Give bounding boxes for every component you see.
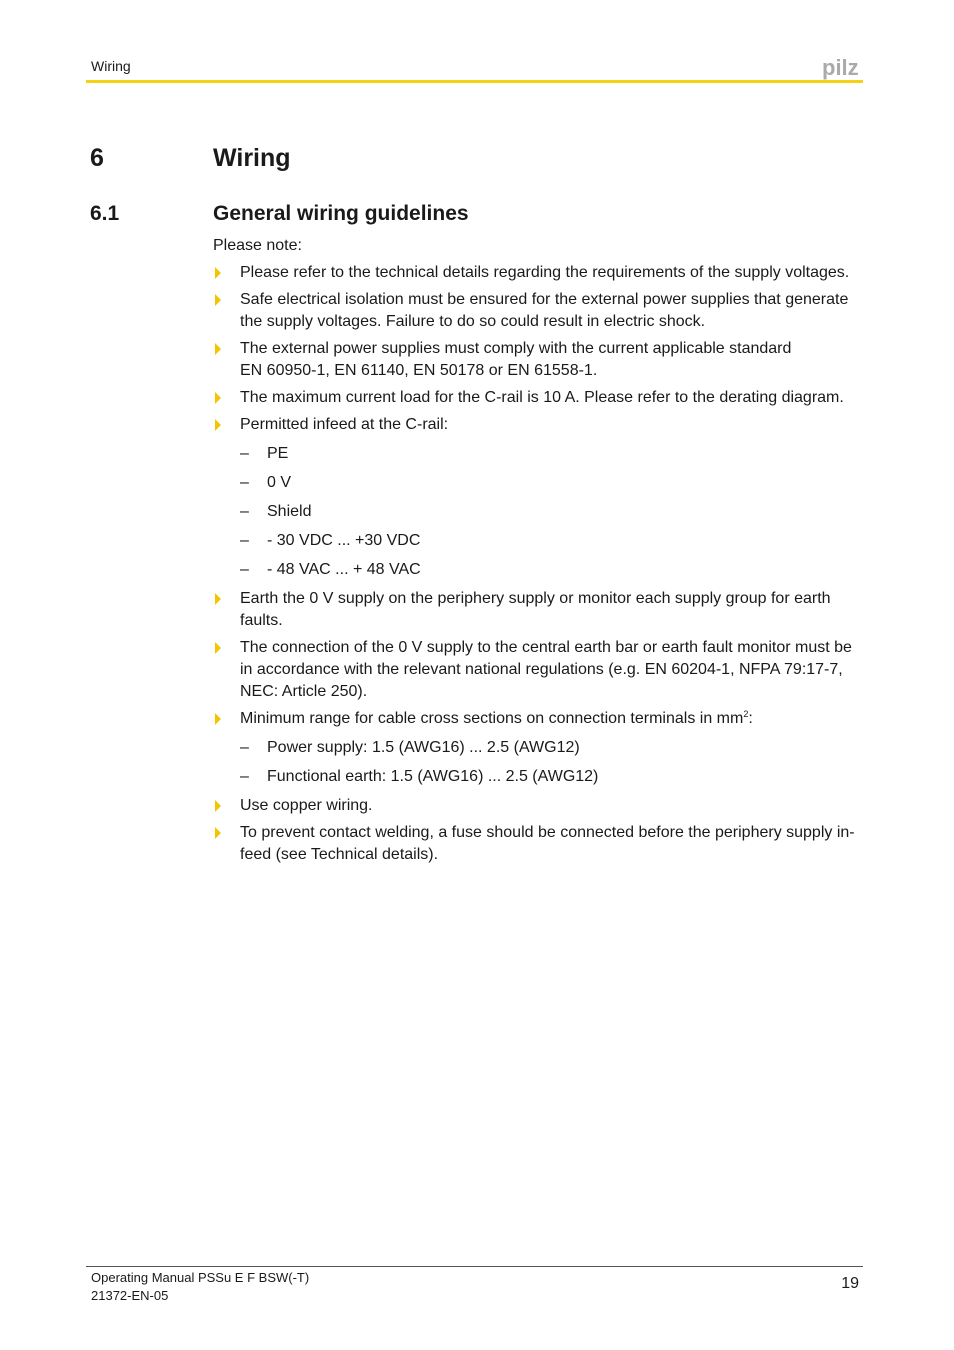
chapter-title: Wiring	[213, 144, 291, 172]
sublist-item: – - 48 VAC ... + 48 VAC	[240, 559, 863, 581]
section-number: 6.1	[90, 202, 120, 225]
footer-doc-number: 21372-EN-05	[91, 1288, 169, 1303]
bullet-arrow-icon	[215, 713, 221, 725]
list-item-text: The maximum current load for the C-rail is 10 A. Please refer to the derating diagram.	[240, 389, 844, 406]
superscript: 2	[743, 709, 749, 719]
bullet-arrow-icon	[215, 267, 221, 279]
list-item	[213, 289, 863, 333]
list-item: Minimum range for cable cross sections on connection terminals in $mm^2$: – Power supply: 1.5 (AWG16) ... 2.5 (AWG12) – Functional earth: 1.5 (AWG16) ... 2.5 (AWG12)	[213, 708, 863, 788]
list-item	[213, 338, 863, 382]
dash-icon: –	[240, 474, 249, 491]
dash-icon: –	[240, 503, 249, 520]
list-item-text: Please refer to the technical details regarding the requirements of the supply voltages.	[240, 264, 850, 281]
list-item-text: Minimum range for cable cross sections on connection terminals in mm	[240, 710, 744, 727]
list-item	[213, 414, 863, 581]
section-body	[213, 235, 863, 871]
list-item-text: Use copper wiring.	[240, 797, 373, 814]
sublist-item: – 0 V	[240, 472, 863, 494]
list-item-text: Earth the 0 V supply on the periphery supply or monitor each supply group for earth faults.	[240, 590, 831, 629]
bullet-arrow-icon	[215, 800, 221, 812]
header-rule	[86, 80, 863, 83]
dash-icon: –	[240, 532, 249, 549]
dash-icon: –	[240, 739, 249, 756]
footer-manual-title: Operating Manual PSSu E F BSW(-T)	[91, 1270, 310, 1285]
list-item-text: The external power supplies must comply with the current applicable standard	[240, 340, 792, 357]
dash-icon: –	[240, 561, 249, 578]
intro-text: Please note:	[213, 237, 302, 254]
chapter-number: 6	[90, 144, 104, 172]
dash-icon: –	[240, 445, 249, 462]
section-title: General wiring guidelines	[213, 202, 469, 225]
bullet-arrow-icon	[215, 642, 221, 654]
logo-text: pilz	[822, 56, 859, 80]
footer-rule	[86, 1266, 863, 1267]
list-item-text: The connection of the 0 V supply to the central earth bar or earth fault monitor must be in accordance with the relevant national regulations (e.g. EN 60204-1, NFPA 79:17-7, NEC: Article 250).	[240, 639, 852, 700]
bullet-arrow-icon	[215, 593, 221, 605]
sublist-item: – PE	[240, 443, 863, 465]
list-item	[213, 795, 863, 817]
list-item	[213, 387, 863, 409]
cross-section-sublist	[240, 737, 863, 788]
list-item	[213, 588, 863, 632]
sublist-item: – - 30 VDC ... +30 VDC	[240, 530, 863, 552]
guideline-list	[213, 262, 863, 866]
running-header: Wiring	[91, 58, 131, 74]
dash-icon: –	[240, 768, 249, 785]
page-number: 19	[841, 1275, 859, 1292]
list-item	[213, 262, 863, 284]
list-item-text: Safe electrical isolation must be ensured for the external power supplies that generate the supply voltages. Failure to do so could result in electric shock.	[240, 291, 849, 330]
bullet-arrow-icon	[215, 294, 221, 306]
list-item-text: EN 60950-1, EN 61140, EN 50178 or EN 61558-1.	[240, 362, 598, 379]
bullet-arrow-icon	[215, 343, 221, 355]
list-item-text: To prevent contact welding, a fuse should be connected before the periphery supply in-feed (see Technical details).	[240, 824, 855, 863]
list-item	[213, 637, 863, 703]
sublist-item: – Power supply: 1.5 (AWG16) ... 2.5 (AWG12)	[240, 737, 863, 759]
bullet-arrow-icon	[215, 419, 221, 431]
infeed-sublist	[240, 443, 863, 581]
bullet-arrow-icon	[215, 827, 221, 839]
bullet-arrow-icon	[215, 392, 221, 404]
list-item	[213, 822, 863, 866]
sublist-item: – Functional earth: 1.5 (AWG16) ... 2.5 (AWG12)	[240, 766, 863, 788]
list-item-text: Permitted infeed at the C-rail:	[240, 416, 449, 433]
sublist-item: – Shield	[240, 501, 863, 523]
pilz-logo	[822, 56, 864, 80]
